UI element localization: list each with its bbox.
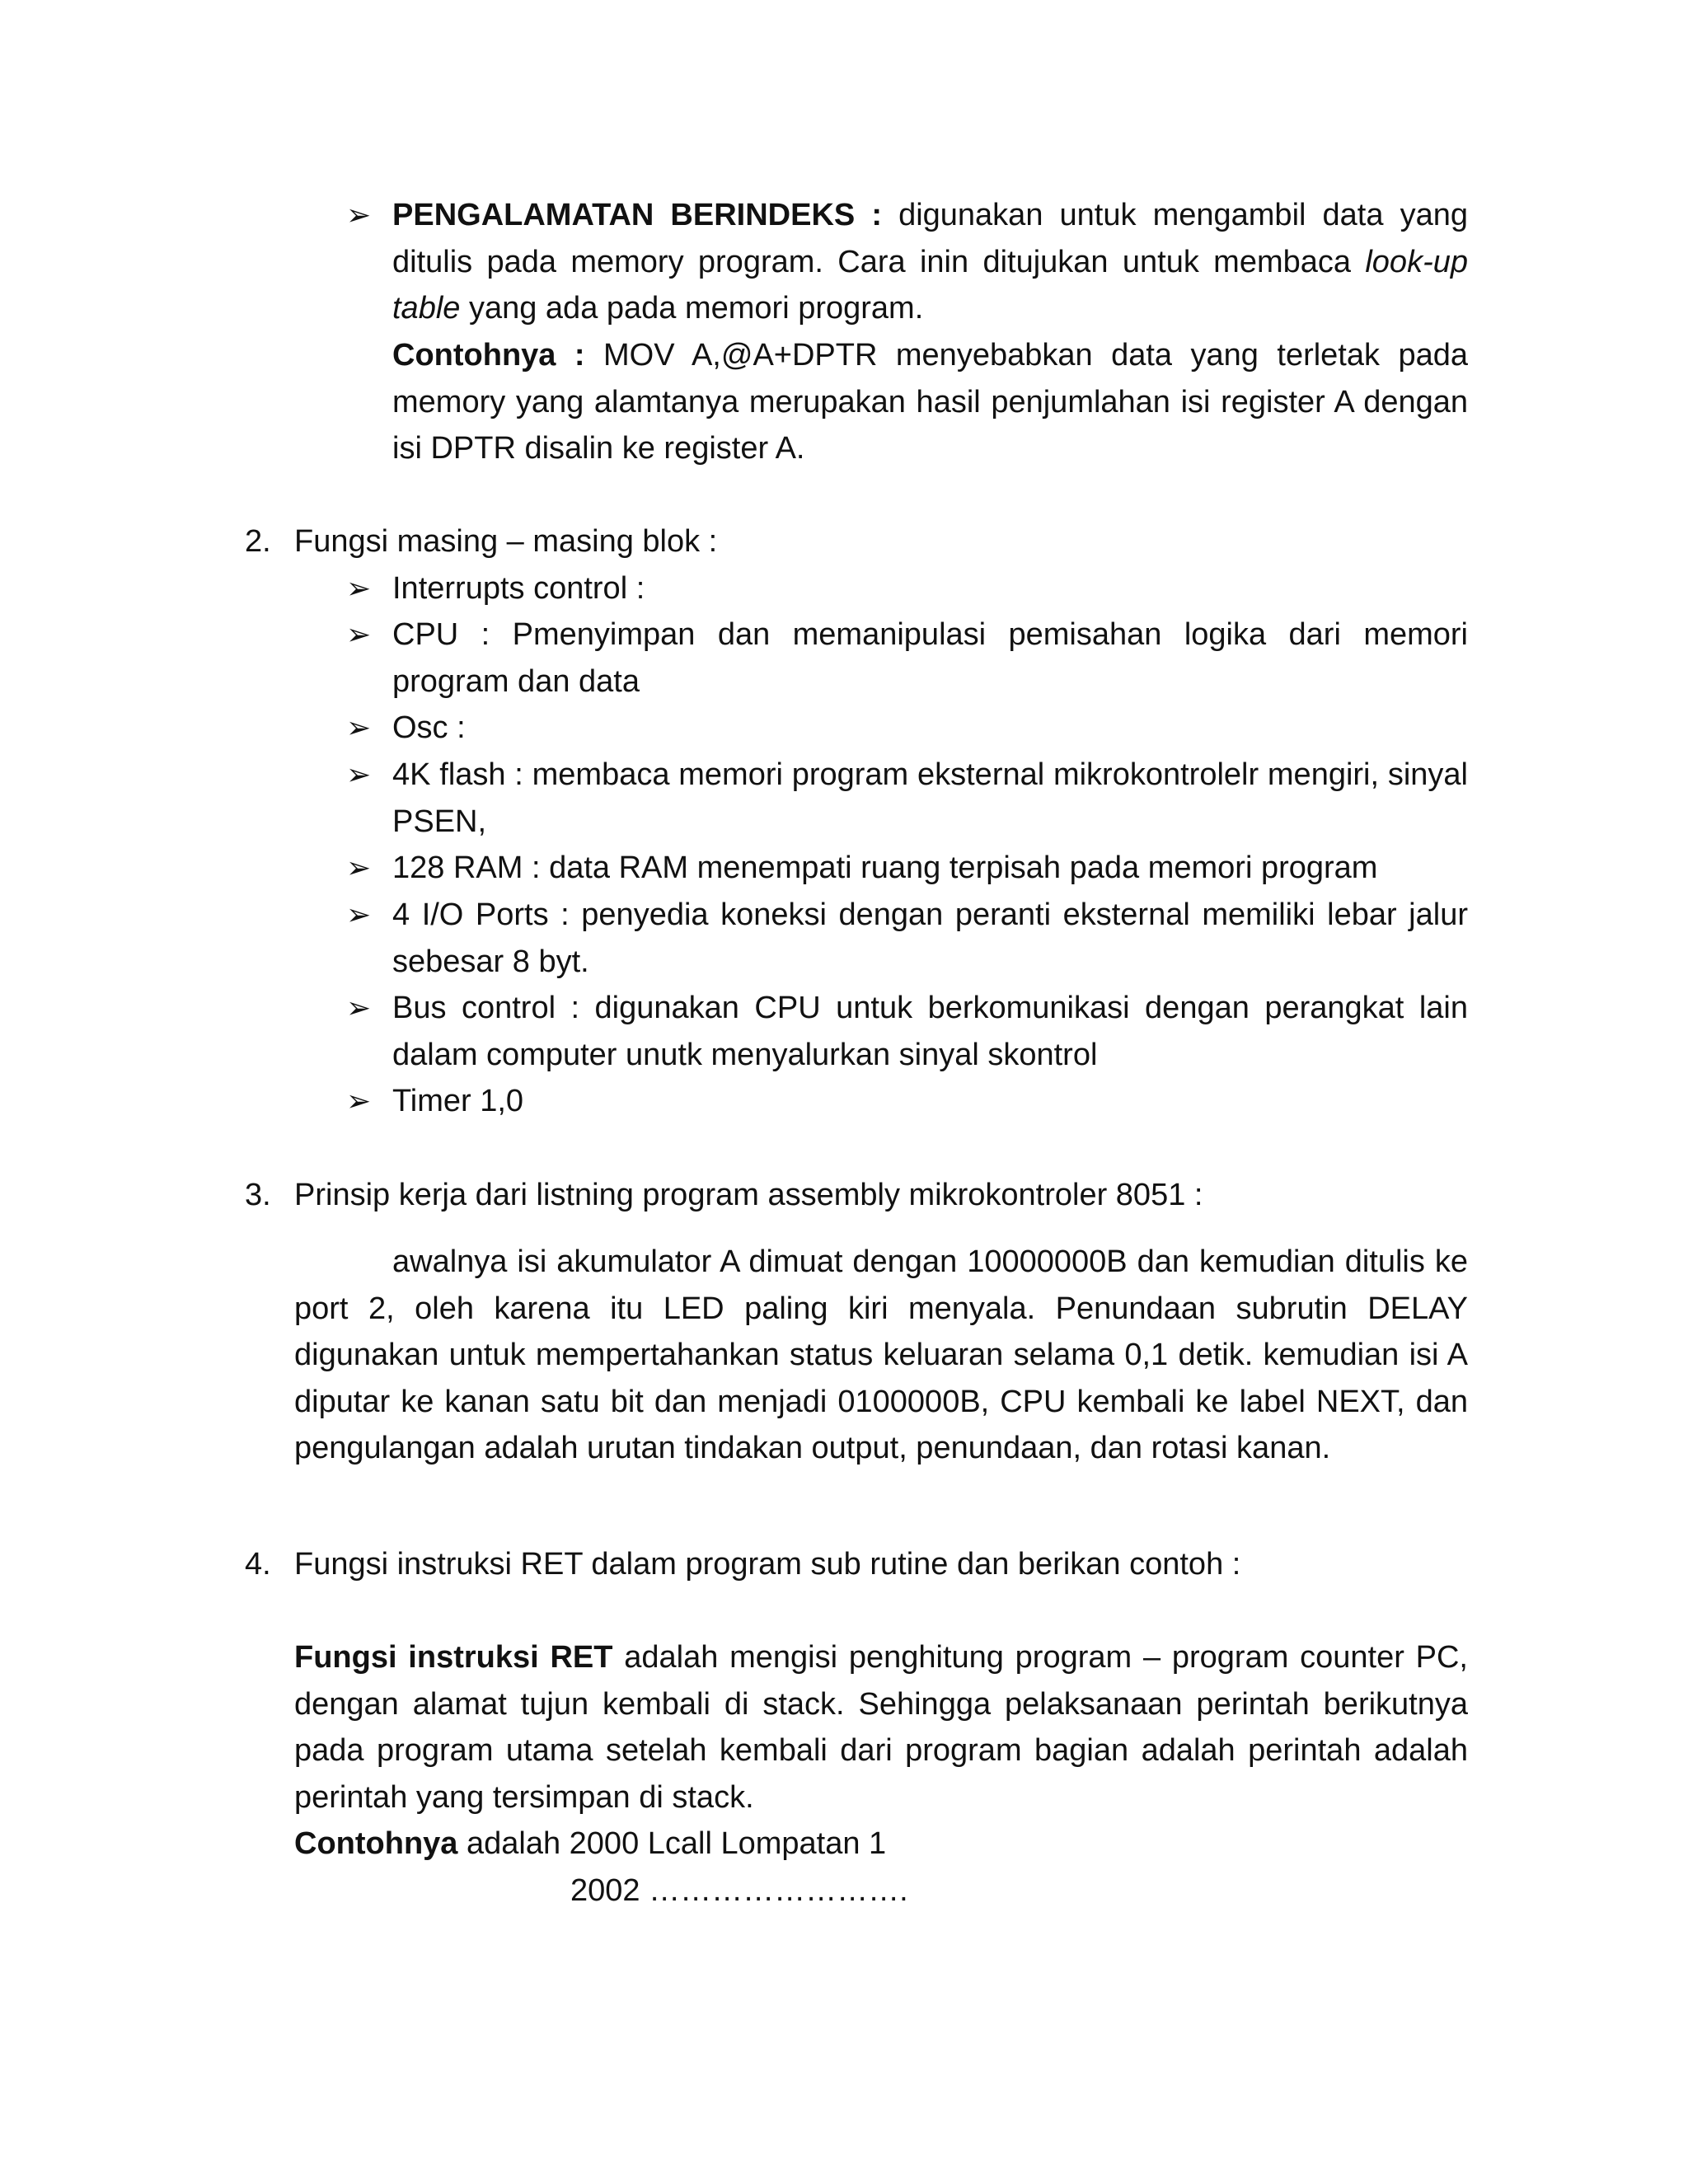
bullet-arrow-icon: ➢	[346, 851, 372, 884]
section-heading: Prinsip kerja dari listning program assembly mikrokontroler 8051 :	[294, 1178, 1203, 1212]
item-desc-italic: look-up table	[392, 244, 1468, 326]
section-paragraph	[294, 1634, 1468, 1821]
section-heading: Fungsi masing – masing blok :	[294, 524, 718, 559]
example-line	[294, 1821, 1468, 1868]
example-label: Contohnya	[294, 1826, 458, 1861]
list-item: 128 RAM : data RAM menempati ruang terpisah pada memori program	[392, 851, 1378, 885]
list-item: Osc :	[392, 710, 466, 745]
bullet-arrow-icon: ➢	[346, 991, 372, 1024]
example-continuation: 2002 …………………….	[570, 1873, 908, 1908]
item-desc-a: digunakan untuk mengambil data yang ditulis pada memory program. Cara inin ditujukan untuk membaca	[392, 198, 1468, 279]
bullet-arrow-icon: ➢	[346, 571, 372, 605]
section-number: 4.	[245, 1547, 271, 1582]
bullet-arrow-icon: ➢	[346, 617, 372, 651]
section-number: 2.	[245, 524, 271, 559]
indexed-addressing-item	[392, 192, 1468, 332]
bullet-arrow-icon: ➢	[346, 710, 372, 744]
list-item: Timer 1,0	[392, 1084, 524, 1118]
list-item: 4 I/O Ports : penyedia koneksi dengan peranti eksternal memiliki lebar jalur sebesar 8 byt.	[392, 898, 1468, 979]
list-item: Interrupts control :	[392, 571, 645, 606]
section-paragraph: awalnya isi akumulator A dimuat dengan 10000000B dan kemudian ditulis ke port 2, oleh karena itu LED paling kiri menyala. Penundaan subrutin DELAY digunakan untuk mempertahankan status keluaran selama 0,1 detik. kemudian isi A diputar ke kanan satu bit dan menjadi 0100000B, CPU kembali ke label NEXT, dan pengulangan adalah urutan tindakan output, penundaan, dan rotasi kanan.	[294, 1244, 1468, 1465]
example-label: Contohnya :	[392, 338, 585, 373]
bullet-arrow-icon: ➢	[346, 198, 372, 232]
item-term: PENGALAMATAN BERINDEKS :	[392, 198, 882, 232]
indexed-addressing-example	[392, 332, 1468, 472]
example-text: MOV A,@A+DPTR menyebabkan data yang terletak pada memory yang alamtanya merupakan hasil penjumlahan isi register A dengan isi DPTR disalin ke register A.	[392, 338, 1469, 466]
list-item: CPU : Pmenyimpan dan memanipulasi pemisahan logika dari memori program dan data	[392, 617, 1468, 699]
section-number: 3.	[245, 1178, 271, 1212]
paragraph-label: Fungsi instruksi RET	[294, 1640, 613, 1675]
paragraph-text: adalah mengisi penghitung program – program counter PC, dengan alamat tujun kembali di stack. Sehingga pelaksanaan perintah berikutnya pada program utama setelah kembali dari program bagian adalah perintah adalah perintah yang tersimpan di stack.	[294, 1640, 1468, 1815]
bullet-arrow-icon: ➢	[346, 898, 372, 931]
bullet-arrow-icon: ➢	[346, 1084, 372, 1118]
section-heading: Fungsi instruksi RET dalam program sub rutine dan berikan contoh :	[294, 1547, 1241, 1582]
bullet-arrow-icon: ➢	[346, 757, 372, 791]
list-item: 4K flash : membaca memori program eksternal mikrokontrolelr mengiri, sinyal PSEN,	[392, 757, 1468, 839]
list-item: Bus control : digunakan CPU untuk berkomunikasi dengan perangkat lain dalam computer unutk menyalurkan sinyal skontrol	[392, 991, 1468, 1072]
example-text: adalah 2000 Lcall Lompatan 1	[457, 1826, 887, 1861]
item-desc-b: yang ada pada memori program.	[460, 291, 924, 326]
